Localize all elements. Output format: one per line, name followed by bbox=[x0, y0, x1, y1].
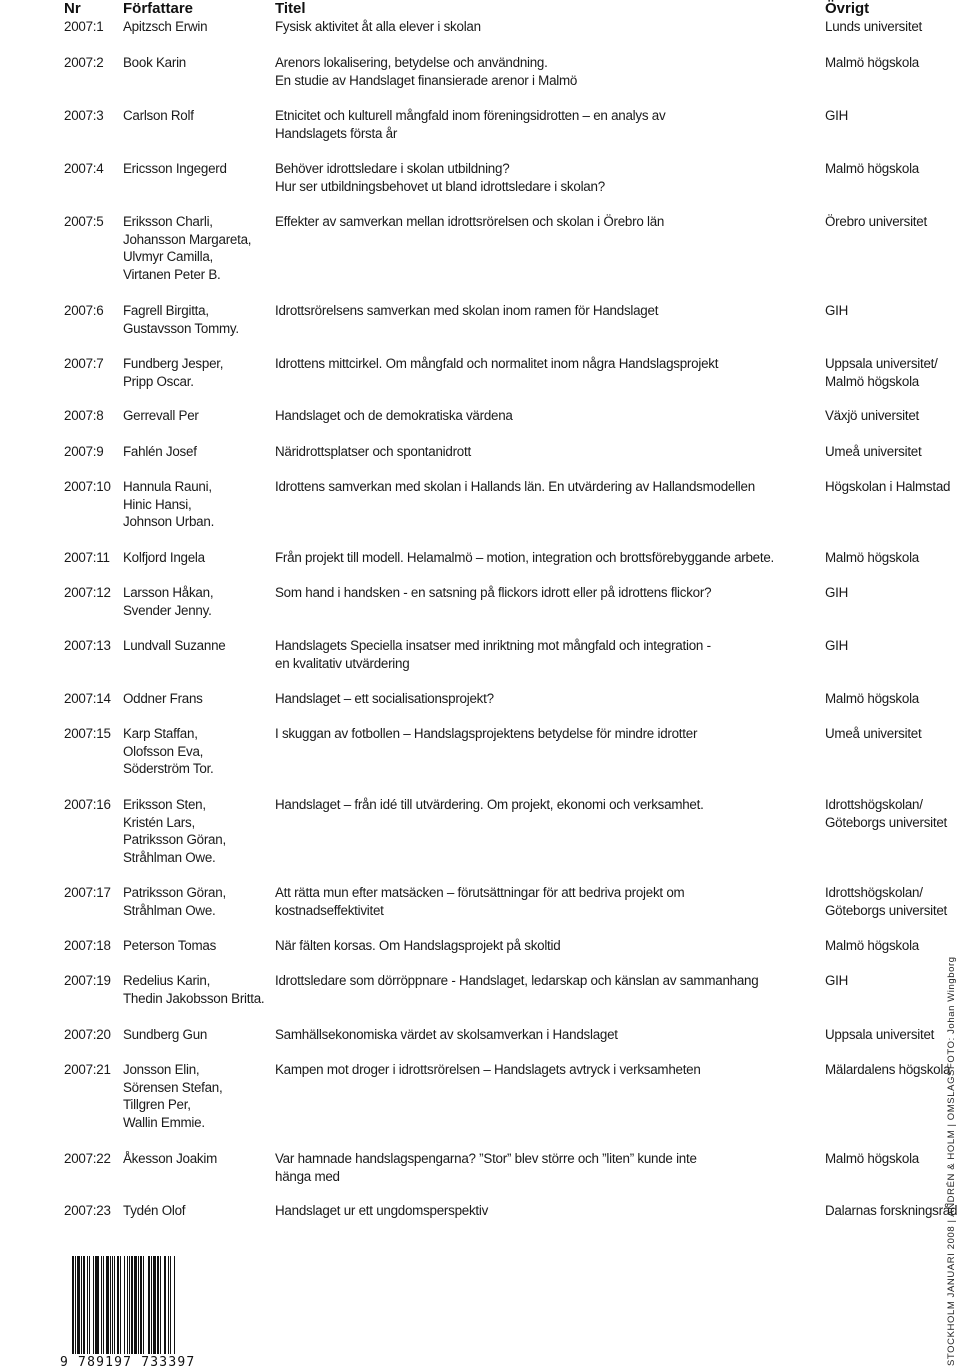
row-authors bbox=[123, 443, 197, 461]
row-title bbox=[275, 937, 560, 955]
row-number: 2007:6 bbox=[64, 303, 104, 318]
row-authors bbox=[123, 1061, 222, 1131]
row-other-line: Lunds universitet bbox=[825, 19, 922, 34]
row-title-line: Idrottens mittcirkel. Om mångfald och normalitet inom några Handslagsprojekt bbox=[275, 356, 719, 371]
row-title bbox=[275, 725, 697, 743]
row-authors bbox=[123, 690, 203, 708]
row-other bbox=[825, 884, 947, 919]
row-authors-line: Book Karin bbox=[123, 55, 187, 70]
row-authors-line: Wallin Emmie. bbox=[123, 1114, 205, 1130]
row-title-line: Näridrottsplatser och spontanidrott bbox=[275, 444, 471, 459]
row-other bbox=[825, 1150, 919, 1168]
row-authors-line: Gerrevall Per bbox=[123, 408, 199, 423]
row-number: 2007:7 bbox=[64, 356, 104, 371]
row-authors-line: Olofsson Eva, bbox=[123, 743, 204, 759]
row-other bbox=[825, 407, 919, 425]
row-title-line: Kampen mot droger i idrottsrörelsen – Handslagets avtryck i verksamheten bbox=[275, 1062, 701, 1077]
row-title-line: Idrottsrörelsens samverkan med skolan inom ramen för Handslaget bbox=[275, 303, 659, 318]
row-number: 2007:3 bbox=[64, 108, 104, 123]
row-title bbox=[275, 407, 513, 425]
row-number: 2007:9 bbox=[64, 444, 104, 459]
row-authors-line: Apitzsch Erwin bbox=[123, 19, 208, 34]
row-other-line: Mälardalens högskola bbox=[825, 1062, 951, 1077]
row-authors-line: Söderström Tor. bbox=[123, 761, 214, 777]
row-authors bbox=[123, 213, 251, 283]
row-title bbox=[275, 18, 481, 36]
row-authors-line: Thedin Jakobsson Britta. bbox=[123, 990, 265, 1006]
row-authors bbox=[123, 937, 216, 955]
row-authors bbox=[123, 478, 214, 531]
row-number: 2007:2 bbox=[64, 55, 104, 70]
row-other-line: Malmö högskola bbox=[825, 691, 920, 706]
row-title bbox=[275, 637, 711, 672]
row-authors-line: Redelius Karin, bbox=[123, 973, 211, 988]
row-authors-line: Patriksson Göran, bbox=[123, 832, 226, 848]
row-authors-line: Sundberg Gun bbox=[123, 1027, 208, 1042]
row-authors-line: Patriksson Göran, bbox=[123, 885, 226, 900]
row-authors-line: Eriksson Charli, bbox=[123, 214, 213, 229]
row-title-line: Samhällsekonomiska värdet av skolsamverkan i Handslaget bbox=[275, 1027, 618, 1042]
row-authors bbox=[123, 1150, 217, 1168]
row-title bbox=[275, 972, 758, 990]
row-other-line: Malmö högskola bbox=[825, 373, 920, 389]
row-title-line: en kvalitativ utvärdering bbox=[275, 655, 410, 671]
row-title bbox=[275, 302, 658, 320]
row-title-line: hänga med bbox=[275, 1168, 340, 1184]
row-authors-line: Virtanen Peter B. bbox=[123, 266, 221, 282]
row-other-line: GIH bbox=[825, 973, 849, 988]
row-number: 2007:4 bbox=[64, 161, 104, 176]
row-authors-line: Oddner Frans bbox=[123, 691, 203, 706]
row-number: 2007:18 bbox=[64, 938, 111, 953]
row-other-line: Uppsala universitet/ bbox=[825, 356, 938, 371]
row-title-line: kostnadseffektivitet bbox=[275, 902, 384, 918]
row-title bbox=[275, 1202, 488, 1220]
row-authors-line: Larsson Håkan, bbox=[123, 585, 214, 600]
row-title bbox=[275, 884, 684, 919]
row-authors bbox=[123, 796, 226, 866]
row-other-line: Örebro universitet bbox=[825, 214, 927, 229]
row-number: 2007:8 bbox=[64, 408, 104, 423]
row-authors-line: Stråhlman Owe. bbox=[123, 849, 216, 865]
row-title bbox=[275, 443, 471, 461]
row-authors-line: Johansson Margareta, bbox=[123, 231, 252, 247]
header-author: Författare bbox=[123, 0, 194, 17]
row-authors-line: Peterson Tomas bbox=[123, 938, 217, 953]
row-authors-line: Johnson Urban. bbox=[123, 514, 215, 530]
row-authors-line: Kolfjord Ingela bbox=[123, 550, 205, 565]
row-title-line: Från projekt till modell. Helamalmö – motion, integration och brottsförebyggande arbete. bbox=[275, 550, 775, 565]
row-title-line: Fysisk aktivitet åt alla elever i skolan bbox=[275, 19, 481, 34]
row-other-line: Malmö högskola bbox=[825, 550, 920, 565]
row-number: 2007:15 bbox=[64, 726, 111, 741]
row-authors bbox=[123, 972, 264, 1007]
row-other bbox=[825, 478, 950, 496]
row-title-line: Hur ser utbildningsbehovet ut bland idrottsledare i skolan? bbox=[275, 178, 605, 194]
sidebar-credit: STOCKHOLM JANUARI 2008 | ANDRÉN & HOLM | OMSLAGSFOTO: Johan Wingborg bbox=[946, 956, 957, 1366]
row-title-line: I skuggan av fotbollen – Handslagsprojektens betydelse för mindre idrotter bbox=[275, 726, 698, 741]
row-title-line: Handslaget – ett socialisationsprojekt? bbox=[275, 691, 494, 706]
row-authors bbox=[123, 1202, 185, 1220]
row-other-line: GIH bbox=[825, 638, 849, 653]
row-other bbox=[825, 1026, 934, 1044]
row-other-line: Malmö högskola bbox=[825, 55, 920, 70]
row-other bbox=[825, 1202, 957, 1220]
row-title-line: Handslaget och de demokratiska värdena bbox=[275, 408, 513, 423]
row-authors-line: Stråhlman Owe. bbox=[123, 902, 216, 918]
row-number: 2007:11 bbox=[64, 550, 110, 565]
header-other: Övrigt bbox=[825, 0, 870, 17]
row-number: 2007:20 bbox=[64, 1027, 111, 1042]
row-number: 2007:1 bbox=[64, 19, 104, 34]
row-number: 2007:12 bbox=[64, 585, 111, 600]
row-authors-line: Tillgren Per, bbox=[123, 1097, 191, 1113]
row-title bbox=[275, 478, 755, 496]
row-authors bbox=[123, 637, 225, 655]
row-authors bbox=[123, 884, 226, 919]
row-authors bbox=[123, 54, 186, 72]
row-title bbox=[275, 549, 774, 567]
row-number: 2007:21 bbox=[64, 1062, 111, 1077]
row-other bbox=[825, 937, 919, 955]
row-title-line: Handslaget – från idé till utvärdering. Om projekt, ekonomi och verksamhet. bbox=[275, 797, 704, 812]
row-title-line: Idrottsledare som dörröppnare - Handslaget, ledarskap och känslan av sammanhang bbox=[275, 973, 759, 988]
row-title-line: När fälten korsas. Om Handslagsprojekt på skoltid bbox=[275, 938, 561, 953]
row-authors-line: Hannula Rauni, bbox=[123, 479, 212, 494]
row-other bbox=[825, 1061, 950, 1079]
barcode-bars bbox=[72, 1256, 177, 1354]
row-other-line: Idrottshögskolan/ bbox=[825, 797, 923, 812]
row-other-line: Umeå universitet bbox=[825, 444, 922, 459]
row-other bbox=[825, 690, 919, 708]
isbn-barcode bbox=[60, 1256, 212, 1372]
row-authors-line: Carlson Rolf bbox=[123, 108, 194, 123]
row-authors-line: Eriksson Sten, bbox=[123, 797, 206, 812]
row-title-line: Handslaget ur ett ungdomsperspektiv bbox=[275, 1203, 489, 1218]
row-title bbox=[275, 690, 494, 708]
isbn-digits: 9 789197 733397 bbox=[60, 1355, 196, 1370]
row-other-line: Malmö högskola bbox=[825, 1151, 920, 1166]
row-title bbox=[275, 54, 577, 89]
row-title bbox=[275, 160, 605, 195]
row-other bbox=[825, 54, 919, 72]
row-authors-line: Fundberg Jesper, bbox=[123, 356, 224, 371]
row-other-line: GIH bbox=[825, 108, 849, 123]
row-authors-line: Hinic Hansi, bbox=[123, 496, 192, 512]
row-authors-line: Kristén Lars, bbox=[123, 814, 195, 830]
row-other-line: Göteborgs universitet bbox=[825, 814, 948, 830]
row-title-line: Idrottens samverkan med skolan i Hallands län. En utvärdering av Hallandsmodellen bbox=[275, 479, 755, 494]
row-authors-line: Sörensen Stefan, bbox=[123, 1079, 223, 1095]
row-number: 2007:10 bbox=[64, 479, 111, 494]
row-other-line: Växjö universitet bbox=[825, 408, 919, 423]
row-other bbox=[825, 18, 922, 36]
row-other bbox=[825, 160, 919, 178]
row-title-line: Arenors lokalisering, betydelse och användning. bbox=[275, 55, 548, 70]
row-authors bbox=[123, 407, 199, 425]
row-title bbox=[275, 213, 664, 231]
row-number: 2007:5 bbox=[64, 214, 104, 229]
row-other bbox=[825, 584, 848, 602]
row-title bbox=[275, 584, 711, 602]
row-title-line: Som hand i handsken - en satsning på flickors idrott eller på idrottens flickor? bbox=[275, 585, 712, 600]
row-authors bbox=[123, 107, 194, 125]
row-authors bbox=[123, 725, 214, 778]
row-title bbox=[275, 107, 665, 142]
row-authors-line: Gustavsson Tommy. bbox=[123, 320, 239, 336]
row-other-line: Umeå universitet bbox=[825, 726, 922, 741]
row-authors bbox=[123, 584, 213, 619]
header-nr: Nr bbox=[64, 0, 81, 17]
row-authors-line: Åkesson Joakim bbox=[123, 1151, 217, 1166]
row-title-line: En studie av Handslaget finansierade arenor i Malmö bbox=[275, 72, 578, 88]
row-other bbox=[825, 972, 848, 990]
row-other-line: Dalarnas forskningsråd bbox=[825, 1203, 958, 1218]
row-authors bbox=[123, 302, 239, 337]
row-other bbox=[825, 637, 848, 655]
row-authors bbox=[123, 1026, 207, 1044]
row-other bbox=[825, 213, 927, 231]
row-title bbox=[275, 1061, 701, 1079]
row-other bbox=[825, 302, 848, 320]
row-title bbox=[275, 1026, 618, 1044]
row-title-line: Effekter av samverkan mellan idrottsrörelsen och skolan i Örebro län bbox=[275, 214, 665, 229]
row-authors bbox=[123, 549, 205, 567]
row-other-line: Idrottshögskolan/ bbox=[825, 885, 923, 900]
row-title-line: Etnicitet och kulturell mångfald inom föreningsidrotten – en analys av bbox=[275, 108, 666, 123]
row-title-line: Behöver idrottsledare i skolan utbildning? bbox=[275, 161, 510, 176]
row-title-line: Att rätta mun efter matsäcken – förutsättningar för att bedriva projekt om bbox=[275, 885, 685, 900]
row-authors-line: Ulvmyr Camilla, bbox=[123, 249, 213, 265]
header-title: Titel bbox=[275, 0, 306, 17]
row-number: 2007:13 bbox=[64, 638, 111, 653]
row-number: 2007:17 bbox=[64, 885, 111, 900]
row-authors bbox=[123, 160, 227, 178]
row-number: 2007:23 bbox=[64, 1203, 111, 1218]
row-other-line: Uppsala universitet bbox=[825, 1027, 935, 1042]
row-other bbox=[825, 549, 919, 567]
row-title-line: Handslagets Speciella insatser med inriktning mot mångfald och integration - bbox=[275, 638, 711, 653]
row-authors-line: Jonsson Elin, bbox=[123, 1062, 200, 1077]
row-authors bbox=[123, 18, 207, 36]
row-other-line: Göteborgs universitet bbox=[825, 902, 948, 918]
row-title bbox=[275, 796, 704, 814]
row-other bbox=[825, 107, 848, 125]
row-authors-line: Fahlén Josef bbox=[123, 444, 197, 459]
row-number: 2007:14 bbox=[64, 691, 111, 706]
row-other-line: Högskolan i Halmstad bbox=[825, 479, 951, 494]
row-other bbox=[825, 443, 921, 461]
row-authors-line: Svender Jenny. bbox=[123, 602, 212, 618]
row-authors bbox=[123, 355, 223, 390]
row-authors-line: Lundvall Suzanne bbox=[123, 638, 226, 653]
row-authors-line: Tydén Olof bbox=[123, 1203, 186, 1218]
row-other-line: Malmö högskola bbox=[825, 161, 920, 176]
row-other-line: Malmö högskola bbox=[825, 938, 920, 953]
row-title-line: Var hamnade handslagspengarna? ”Stor” blev större och ”liten” kunde inte bbox=[275, 1151, 697, 1166]
row-other bbox=[825, 796, 947, 831]
row-authors-line: Karp Staffan, bbox=[123, 726, 198, 741]
row-other bbox=[825, 355, 938, 390]
row-number: 2007:16 bbox=[64, 797, 111, 812]
row-other bbox=[825, 725, 921, 743]
row-authors-line: Ericsson Ingegerd bbox=[123, 161, 227, 176]
row-other-line: GIH bbox=[825, 585, 849, 600]
row-number: 2007:19 bbox=[64, 973, 111, 988]
row-title-line: Handslagets första år bbox=[275, 125, 398, 141]
row-number: 2007:22 bbox=[64, 1151, 111, 1166]
row-title bbox=[275, 355, 718, 373]
row-authors-line: Fagrell Birgitta, bbox=[123, 303, 209, 318]
row-title bbox=[275, 1150, 697, 1185]
row-other-line: GIH bbox=[825, 303, 849, 318]
row-authors-line: Pripp Oscar. bbox=[123, 373, 194, 389]
